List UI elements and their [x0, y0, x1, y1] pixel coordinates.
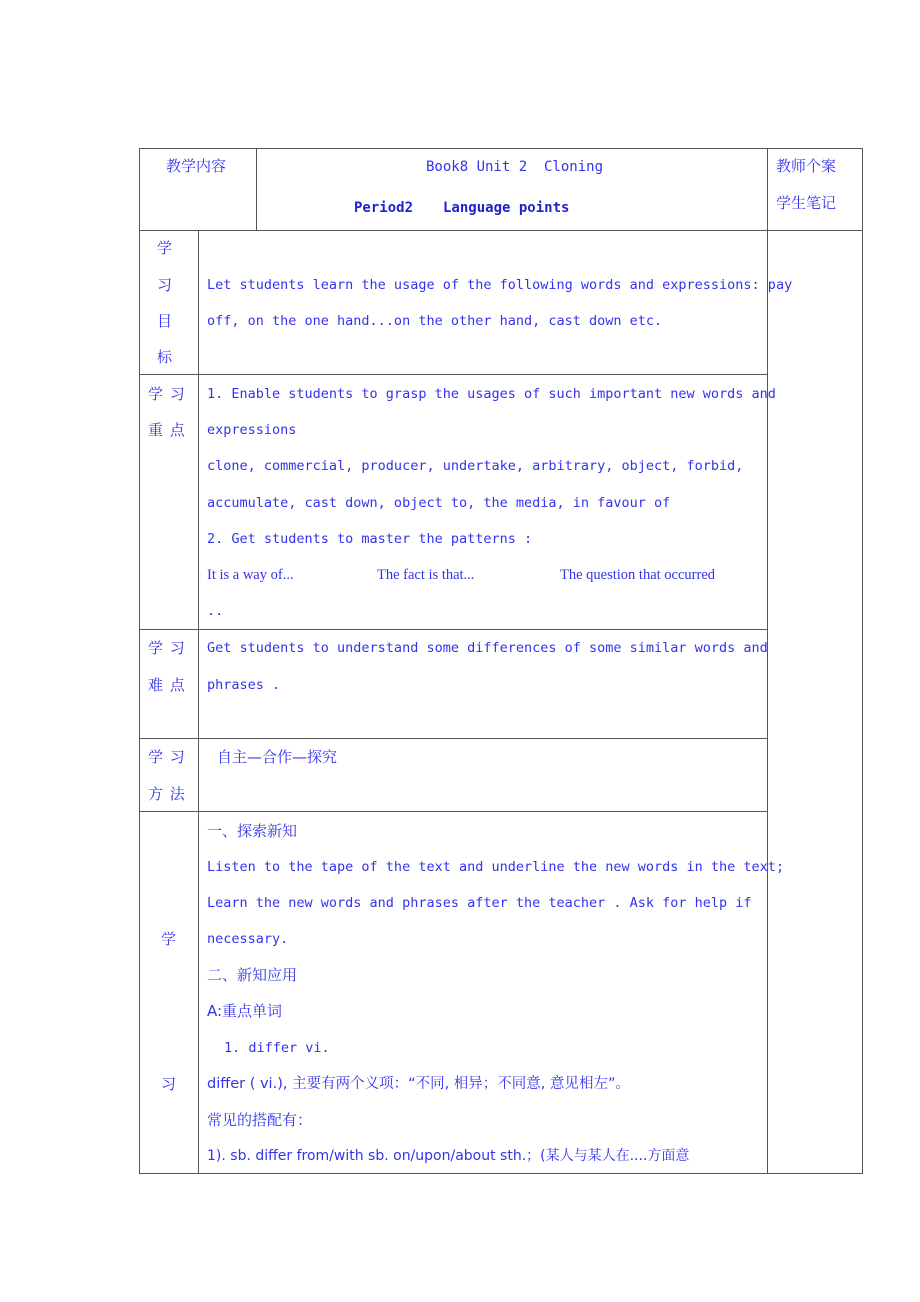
objectives-line-1: Let students learn the usage of the following words and expressions: pay — [207, 277, 793, 293]
key-points-line-ellipsis: .. — [207, 603, 224, 619]
difficulties-label-1: 学 习 — [148, 639, 186, 657]
differ-definition: differ ( vi.), 主要有两个义项：“不同, 相异；不同意, 意见相左”。 — [207, 1076, 631, 1092]
key-words-heading: A:重点单词 — [207, 1002, 283, 1020]
method-label-1: 学 习 — [148, 748, 186, 766]
process-line-necessary: necessary. — [207, 931, 289, 947]
table-border-top — [139, 148, 863, 149]
label-column-divider — [198, 230, 199, 1174]
header-row-bottom — [139, 230, 863, 231]
table-border-right — [862, 148, 863, 1174]
section-explore-heading: 一、探索新知 — [207, 822, 298, 840]
pattern-3: The question that occurred — [560, 567, 716, 583]
pattern-1: It is a way of... — [207, 567, 294, 583]
word-differ-heading: 1. differ vi. — [224, 1040, 330, 1056]
objectives-label-1: 学 — [157, 239, 173, 257]
key-points-line-1: 1. Enable students to grasp the usages of such important new words and — [207, 386, 776, 402]
key-points-line-3: clone, commercial, producer, undertake, arbitrary, object, forbid, — [207, 458, 744, 474]
key-points-label-1: 学 习 — [148, 385, 186, 403]
row-divider-method — [139, 811, 768, 812]
method-text: 自主—合作—探究 — [217, 748, 338, 766]
objectives-label-3: 目 — [157, 312, 173, 330]
key-points-line-4: accumulate, cast down, object to, the media, in favour of — [207, 495, 671, 511]
header-divider-left — [256, 148, 257, 230]
unit-title: Book8 Unit 2 Cloning — [426, 159, 604, 175]
row-divider-keypoints — [139, 629, 768, 630]
period-label: Period2 — [354, 200, 414, 216]
content-label: 教学内容 — [166, 157, 227, 175]
pattern-2: The fact is that... — [377, 567, 475, 583]
objectives-label-4: 标 — [157, 348, 173, 366]
key-points-label-2: 重 点 — [148, 421, 186, 439]
difficulties-line-2: phrases . — [207, 677, 281, 693]
process-label-2: 习 — [161, 1075, 177, 1093]
key-points-line-2: expressions — [207, 422, 297, 438]
collocation-1: 1). sb. differ from/with sb. on/upon/about sth.；(某人与某人在....方面意 — [207, 1148, 690, 1164]
process-line-learn: Learn the new words and phrases after the teacher . Ask for help if — [207, 895, 752, 911]
row-divider-difficulties — [139, 738, 768, 739]
objectives-line-2: off, on the one hand...on the other hand, cast down etc. — [207, 313, 663, 329]
table-border-left — [139, 148, 140, 1174]
row-divider-objectives — [139, 374, 768, 375]
teacher-case-label: 教师个案 — [776, 157, 837, 175]
method-label-2: 方 法 — [148, 785, 186, 803]
student-notes-label: 学生笔记 — [776, 194, 837, 212]
table-border-bottom — [139, 1173, 863, 1174]
collocations-heading: 常见的搭配有： — [207, 1111, 313, 1129]
objectives-label-2: 习 — [157, 276, 173, 294]
section-apply-heading: 二、新知应用 — [207, 966, 298, 984]
key-points-line-5: 2. Get students to master the patterns : — [207, 531, 533, 547]
difficulties-label-2: 难 点 — [148, 676, 186, 694]
difficulties-line-1: Get students to understand some differences of some similar words and — [207, 640, 768, 656]
lesson-topic: Language points — [443, 200, 570, 216]
process-line-listen: Listen to the tape of the text and underline the new words in the text; — [207, 859, 785, 875]
process-label-1: 学 — [161, 930, 177, 948]
notes-column-divider — [767, 148, 768, 1174]
